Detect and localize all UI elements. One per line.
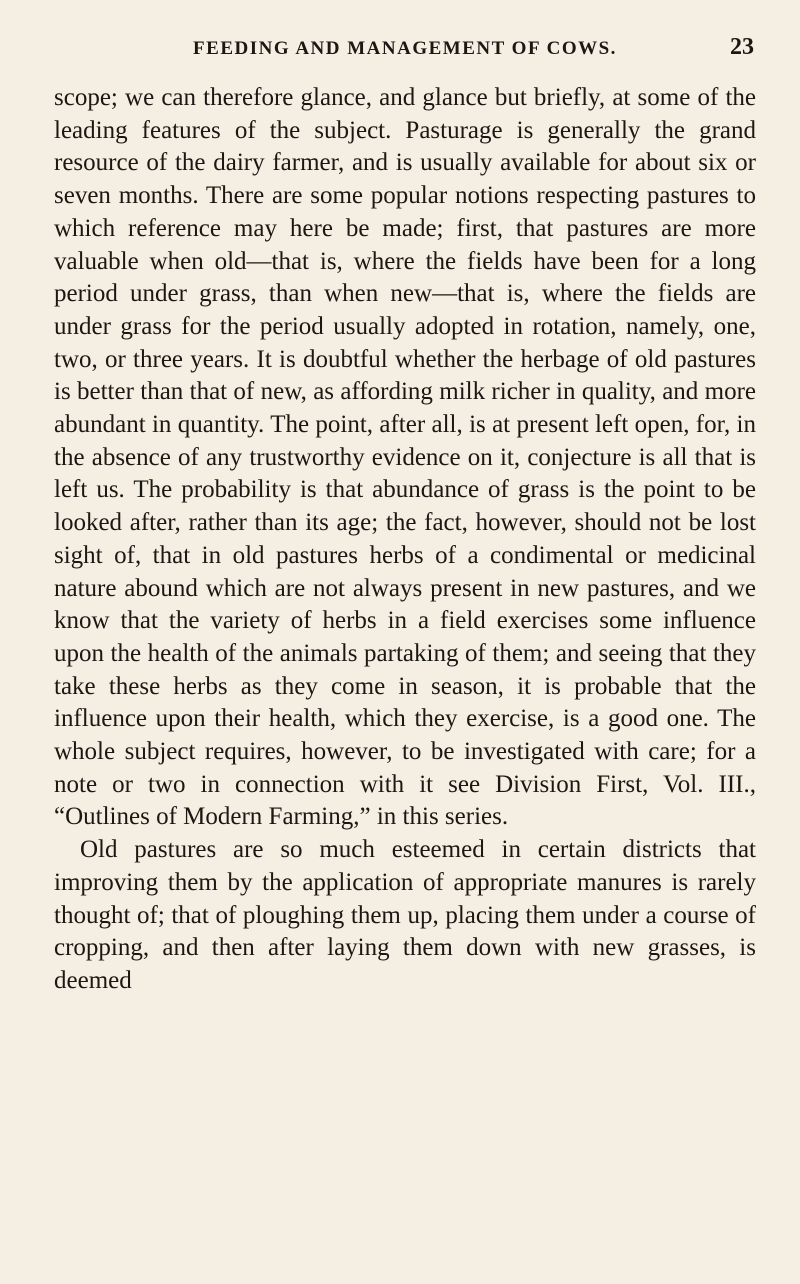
page-number: 23 <box>730 34 754 60</box>
paragraph: scope; we can therefore glance, and glance but briefly, at some of the leading features of the subject. Pasturage is generally the grand resource of the dairy farmer, and is usually available for about six or seven months. There are some popular notions respecting pastures to which reference may here be made; first, that pastures are more valuable when old—that is, where the fields have been for a long period under grass, than when new—that is, where the fields are under grass for the period usually adopted in rotation, namely, one, two, or three years. It is doubtful whether the herbage of old pastures is better than that of new, as affording milk richer in quality, and more abundant in quantity. The point, after all, is at present left open, for, in the absence of any trustworthy evidence on it, conjecture is all that is left us. The probability is that abundance of grass is the point to be looked after, rather than its age; the fact, however, should not be lost sight of, that in old pastures herbs of a condimental or medicinal nature abound which are not always present in new pastures, and we know that the variety of herbs in a field exercises some influence upon the health of the animals partaking of them; and seeing that they take these herbs as they come in season, it is probable that the influence upon their health, which they exercise, is a good one. The whole subject requires, however, to be investigated with care; for a note or two in connection with it see Division First, Vol. III., “Outlines of Modern Farming,” in this series. <box>54 84 756 831</box>
running-title: FEEDING AND MANAGEMENT OF COWS. <box>193 38 617 59</box>
running-header <box>54 0 756 62</box>
body-text <box>54 82 756 998</box>
paragraph: Old pastures are so much esteemed in certain districts that improving them by the application of appropriate manures is rarely thought of; that of ploughing them up, placing them under a course of cropping, and then after laying them down with new grasses, is deemed <box>54 836 756 994</box>
